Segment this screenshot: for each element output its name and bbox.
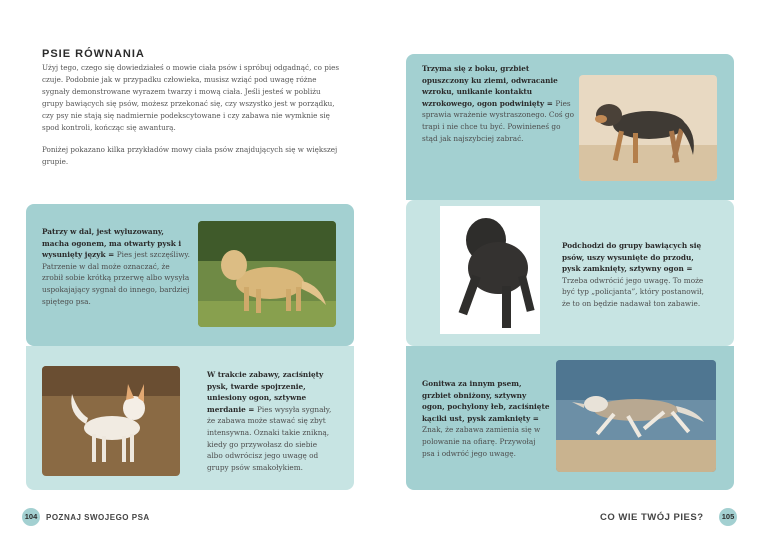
page-number-right: 105 bbox=[719, 508, 737, 526]
section-heading: PSIE RÓWNANIA bbox=[42, 48, 145, 60]
right-card-fearful-text bbox=[422, 63, 574, 144]
right-card-policeman-desc: Trzeba odwrócić jego uwagę. To może być typ „policjanta”, który postanowił, że to on będzie nadawał ton zabawie. bbox=[562, 275, 704, 308]
running-dog-photo bbox=[556, 360, 716, 472]
crouching-dog-photo bbox=[579, 75, 717, 181]
left-card-happy-bold: Patrzy w dal, jest wyluzowany, macha ogonem, ma otwarty pysk i wysunięty język = bbox=[42, 227, 182, 260]
left-card-tense-text bbox=[207, 369, 335, 473]
footer-label-left: POZNAJ SWOJEGO PSA bbox=[46, 513, 150, 522]
right-card-policeman-bold: Podchodzi do grupy bawiących się psów, uszy wysunięte do przodu, pysk zamknięty, sztywny ogon = bbox=[562, 241, 702, 274]
right-card-fearful-bold: Trzyma się z boku, grzbiet opuszczony ku ziemi, odwracanie wzroku, unikanie kontaktu wzrokowego, ogon podwinięty = bbox=[422, 64, 558, 108]
right-card-hunting-desc: Znak, że zabawa zamienia się w polowanie na ofiarę. Przywołaj psa i odwróć jego uwagę. bbox=[422, 425, 541, 458]
chihuahua-photo bbox=[42, 366, 180, 476]
left-card-tense-bold: W trakcie zabawy, zaciśnięty pysk, twarde spojrzenie, uniesiony ogon, sztywne merdanie = bbox=[207, 370, 324, 414]
left-card-happy-text bbox=[42, 226, 190, 307]
right-card-hunting-bold: Gonitwa za innym psem, grzbiet obniżony, sztywny ogon, pochylony łeb, zaciśnięte kąciki ust, pysk zamknięty = bbox=[422, 379, 550, 423]
intro-paragraph-1: Użyj tego, czego się dowiedziałeś o mowie ciała psów i spróbuj odgadnąć, co pies czuje. Podobnie jak w przypadku człowieka, musisz wziąć pod uwagę różne sygnały demonstrowane wyrazem twarzy i mową ciała. Jeśli jesteś w pobliżu grupy bawiących się psów, możesz przekonać się, czy wszystko jest w porządku, czy psy nie stają się nadmiernie podekscytowane i czy zabawa nie wymknie się spod kontroli, kończąc się awanturą. bbox=[42, 63, 340, 132]
right-card-hunting-text bbox=[422, 378, 550, 459]
footer-label-right: CO WIE TWÓJ PIES? bbox=[600, 512, 704, 523]
black-dog-photo bbox=[440, 206, 540, 334]
intro-paragraph-2: Poniżej pokazano kilka przykładów mowy ciała psów znajdujących się w większej grupie. bbox=[42, 145, 338, 167]
right-card-fearful-desc: Pies sprawia wrażenie wystraszonego. Coś go trapi i nie chce tu być. Powinieneś go stąd jak najszybciej zabrać. bbox=[422, 98, 574, 143]
left-card-happy-desc: Pies jest szczęśliwy. Patrzenie w dal może oznaczać, że zrobił sobie krótką przerwę albo wysyła uspokajający sygnał do innego, bardziej spiętego psa. bbox=[42, 250, 190, 306]
left-card-tense-desc: Pies wysyła sygnały, że zabawa może stawać się zbyt intensywna. Oznaki takie znikną, kiedy go przywołasz do siebie albo odwrócisz jego uwagę od grupy psów smakołykiem. bbox=[207, 404, 332, 472]
intro-text bbox=[42, 62, 342, 179]
page-number-left: 104 bbox=[22, 508, 40, 526]
golden-retriever-photo bbox=[198, 221, 336, 327]
right-card-policeman-text bbox=[562, 240, 714, 310]
